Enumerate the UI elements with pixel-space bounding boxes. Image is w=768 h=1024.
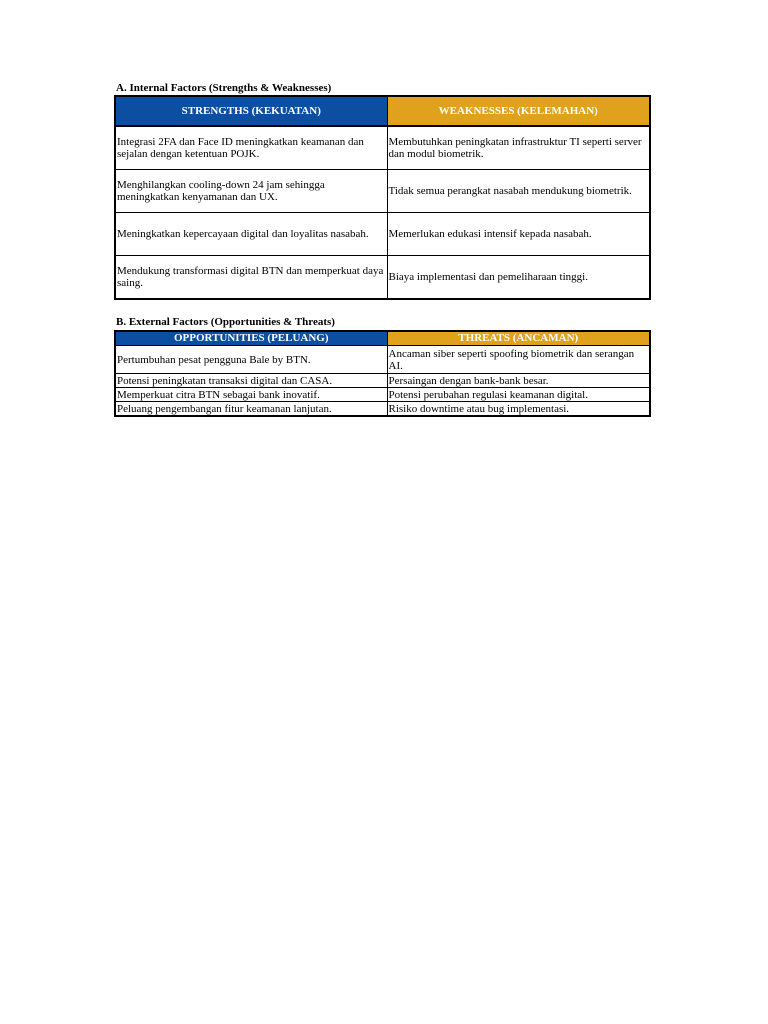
weakness-cell: Memerlukan edukasi intensif kepada nasabah. xyxy=(387,213,650,256)
threat-cell: Ancaman siber seperti spoofing biometrik dan serangan AI. xyxy=(387,346,650,374)
internal-factors-table xyxy=(114,95,651,300)
table-header-row xyxy=(115,331,650,346)
opportunities-header: OPPORTUNITIES (PELUANG) xyxy=(115,331,387,346)
threats-header: THREATS (ANCAMAN) xyxy=(387,331,650,346)
external-factors-title: B. External Factors (Opportunities & Threats) xyxy=(116,316,335,328)
table-row xyxy=(115,374,650,388)
table-row xyxy=(115,126,650,170)
external-factors-table xyxy=(114,330,651,417)
table-row xyxy=(115,346,650,374)
strength-cell: Integrasi 2FA dan Face ID meningkatkan keamanan dan sejalan dengan ketentuan POJK. xyxy=(115,126,387,170)
weakness-cell: Biaya implementasi dan pemeliharaan tinggi. xyxy=(387,256,650,300)
strength-cell: Mendukung transformasi digital BTN dan memperkuat daya saing. xyxy=(115,256,387,300)
strengths-header: STRENGTHS (KEKUATAN) xyxy=(115,96,387,126)
table-row xyxy=(115,170,650,213)
weaknesses-header: WEAKNESSES (KELEMAHAN) xyxy=(387,96,650,126)
internal-factors-title: A. Internal Factors (Strengths & Weaknesses) xyxy=(116,82,332,94)
opportunity-cell: Pertumbuhan pesat pengguna Bale by BTN. xyxy=(115,346,387,374)
table-header-row xyxy=(115,96,650,126)
opportunity-cell: Potensi peningkatan transaksi digital dan CASA. xyxy=(115,374,387,388)
table-row xyxy=(115,388,650,402)
threat-cell: Risiko downtime atau bug implementasi. xyxy=(387,402,650,417)
opportunity-cell: Memperkuat citra BTN sebagai bank inovatif. xyxy=(115,388,387,402)
weakness-cell: Membutuhkan peningkatan infrastruktur TI seperti server dan modul biometrik. xyxy=(387,126,650,170)
strength-cell: Menghilangkan cooling-down 24 jam sehingga meningkatkan kenyamanan dan UX. xyxy=(115,170,387,213)
opportunity-cell: Peluang pengembangan fitur keamanan lanjutan. xyxy=(115,402,387,417)
table-row xyxy=(115,256,650,300)
strength-cell: Meningkatkan kepercayaan digital dan loyalitas nasabah. xyxy=(115,213,387,256)
table-row xyxy=(115,213,650,256)
threat-cell: Persaingan dengan bank-bank besar. xyxy=(387,374,650,388)
weakness-cell: Tidak semua perangkat nasabah mendukung biometrik. xyxy=(387,170,650,213)
threat-cell: Potensi perubahan regulasi keamanan digital. xyxy=(387,388,650,402)
table-row xyxy=(115,402,650,417)
